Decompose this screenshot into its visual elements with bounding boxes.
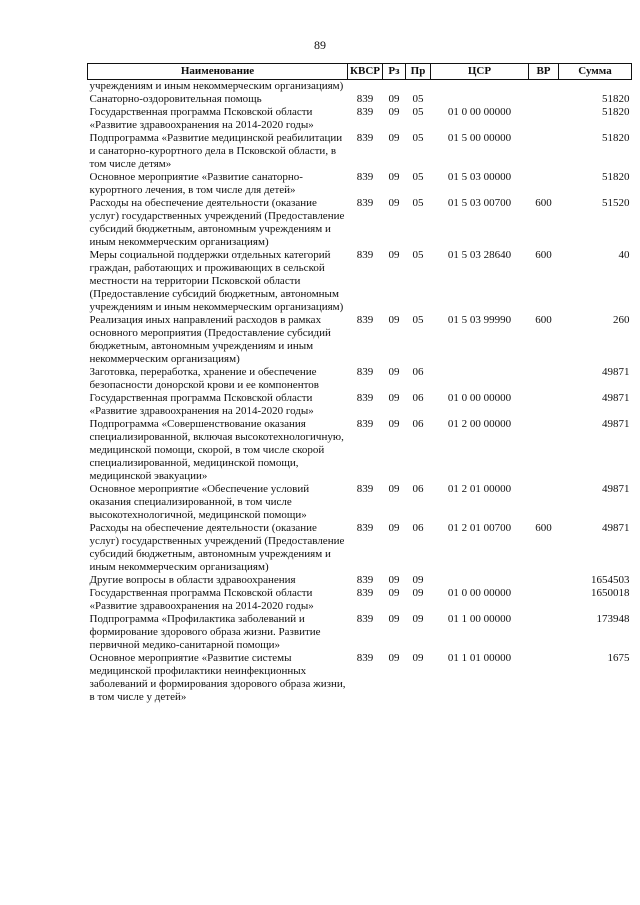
row-csr: 01 0 00 00000 [447,392,512,404]
table-row [88,80,632,94]
row-kvsr: 839 [356,652,374,664]
page-number: 89 [314,38,326,52]
row-kvsr: 839 [356,613,374,625]
table-row [88,249,632,314]
row-name: Основное мероприятие «Развитие системы медицинской профилактики неинфекционных заболеваний и формирования здорового образа жизни, в том числе у детей» [89,652,346,703]
row-csr [431,93,529,106]
budget-table [87,63,632,704]
row-name: Государственная программа Псковской области «Развитие здравоохранения на 2014-2020 годы» [89,106,314,131]
header-kvsr: КВСР [348,64,383,80]
row-sum: 1654503 [591,574,630,586]
row-kvsr: 839 [356,132,374,144]
row-rz: 09 [388,574,400,586]
row-sum: 49871 [602,522,630,534]
table-row [88,197,632,249]
row-rz: 09 [388,93,400,105]
row-kvsr: 839 [356,483,374,495]
row-sum: 49871 [602,483,630,495]
row-sum: 49871 [602,392,630,404]
row-pr: 05 [412,171,424,183]
row-rz: 09 [388,613,400,625]
row-csr [431,366,529,392]
table-row [88,171,632,197]
table-row [88,574,632,587]
row-csr: 01 5 03 99990 [447,314,512,326]
row-pr: 06 [412,418,424,430]
row-rz: 09 [388,171,400,183]
row-vr [529,171,559,197]
table-body [88,80,632,705]
row-vr [529,587,559,613]
row-vr: 600 [535,314,552,326]
row-csr: 01 0 00 00000 [447,106,512,118]
row-pr: 09 [412,574,424,586]
row-kvsr: 839 [356,197,374,209]
table-row [88,522,632,574]
row-pr: 05 [412,106,424,118]
header-vr: ВР [529,64,559,80]
row-kvsr: 839 [356,171,374,183]
row-csr: 01 5 03 00000 [447,171,512,183]
table-row [88,106,632,132]
row-vr: 600 [535,522,552,534]
row-vr [529,574,559,587]
row-sum: 173948 [596,613,630,625]
row-csr: 01 2 01 00000 [447,483,512,495]
row-sum: 51820 [602,171,630,183]
row-pr: 05 [412,132,424,144]
row-csr: 01 5 00 00000 [447,132,512,144]
row-vr: 600 [535,197,552,209]
row-rz: 09 [388,587,400,599]
row-kvsr: 839 [356,106,374,118]
row-name: учреждениям и иным некоммерческим организациям) [89,80,344,92]
row-sum: 49871 [602,366,630,378]
row-rz: 09 [388,483,400,495]
row-name: Меры социальной поддержки отдельных категорий граждан, работающих и проживающих в сельской местности на территории Псковской области (Предоставление субсидий бюджетным, автономным учреждениям и иным некоммерческим организациям) [89,249,344,313]
row-vr [529,613,559,652]
row-sum: 51820 [602,106,630,118]
row-kvsr: 839 [356,418,374,430]
row-rz: 09 [388,314,400,326]
row-csr: 01 2 00 00000 [447,418,512,430]
header-name: Наименование [88,64,348,80]
row-vr [529,366,559,392]
row-name: Реализация иных направлений расходов в рамках основного мероприятия (Предоставление субсидий бюджетным, автономным учреждениям и иным некоммерческим организациям) [89,314,331,365]
table-row [88,652,632,704]
row-vr [529,652,559,704]
table-header [88,64,632,80]
table-row [88,314,632,366]
row-name: Подпрограмма «Профилактика заболеваний и формирование здорового образа жизни. Развитие первичной медико-санитарной помощи» [89,613,321,651]
row-rz: 09 [388,392,400,404]
row-csr: 01 5 03 00700 [447,197,512,209]
row-pr: 05 [412,314,424,326]
row-csr: 01 5 03 28640 [447,249,512,261]
row-kvsr: 839 [356,522,374,534]
row-pr: 06 [412,522,424,534]
row-sum: 40 [618,249,630,261]
row-name: Расходы на обеспечение деятельности (оказание услуг) государственных учреждений (Предоставление субсидий бюджетным, автономным учреждениям и иным некоммерческим организациям) [89,197,345,248]
row-vr [529,80,559,94]
row-vr [529,483,559,522]
row-pr: 06 [412,483,424,495]
table-row [88,587,632,613]
table-row [88,132,632,171]
row-csr [431,574,529,587]
row-kvsr: 839 [356,366,374,378]
row-kvsr: 839 [356,314,374,326]
table-row [88,93,632,106]
table-row [88,613,632,652]
row-rz: 09 [388,197,400,209]
row-name: Подпрограмма «Развитие медицинской реабилитации и санаторно-курортного дела в Псковской области, в том числе детям» [89,132,343,170]
row-sum: 51820 [602,132,630,144]
row-sum: 51820 [602,93,630,105]
row-kvsr [348,80,383,94]
row-name: Государственная программа Псковской области «Развитие здравоохранения на 2014-2020 годы» [89,587,314,612]
row-rz: 09 [388,418,400,430]
table-row [88,392,632,418]
row-rz: 09 [388,249,400,261]
row-kvsr: 839 [356,587,374,599]
row-name: Другие вопросы в области здравоохранения [89,574,296,586]
row-rz: 09 [388,366,400,378]
row-sum: 260 [613,314,630,326]
row-kvsr: 839 [356,574,374,586]
row-sum: 1650018 [591,587,630,599]
row-vr [529,392,559,418]
row-vr: 600 [535,249,552,261]
table-row [88,483,632,522]
row-vr [529,93,559,106]
row-rz: 09 [388,132,400,144]
row-pr: 09 [412,652,424,664]
header-rz: Рз [383,64,406,80]
row-vr [529,132,559,171]
row-rz [383,80,406,94]
row-kvsr: 839 [356,392,374,404]
row-csr: 01 2 01 00700 [447,522,512,534]
row-sum [559,80,632,94]
row-kvsr: 839 [356,249,374,261]
row-pr: 05 [412,197,424,209]
row-csr: 01 0 00 00000 [447,587,512,599]
row-rz: 09 [388,106,400,118]
row-pr: 09 [412,587,424,599]
row-csr: 01 1 01 00000 [447,652,512,664]
table-row [88,418,632,483]
row-pr: 06 [412,366,424,378]
row-rz: 09 [388,522,400,534]
row-vr [529,418,559,483]
table-row [88,366,632,392]
row-name: Заготовка, переработка, хранение и обеспечение безопасности донорской крови и ее компонентов [89,366,319,391]
row-sum: 1675 [607,652,630,664]
row-name: Расходы на обеспечение деятельности (оказание услуг) государственных учреждений (Предоставление субсидий бюджетным, автономным учреждениям и иным некоммерческим организациям) [89,522,345,573]
row-kvsr: 839 [356,93,374,105]
row-name: Подпрограмма «Совершенствование оказания специализированной, включая высокотехнологичную, медицинской помощи, скорой, в том числе скорой специализированной, медицинской помощи, медицинской эвакуации» [89,418,344,482]
row-pr [406,80,431,94]
row-pr: 05 [412,93,424,105]
header-csr: ЦСР [431,64,529,80]
row-name: Санаторно-оздоровительная помощь [89,93,262,105]
header-pr: Пр [406,64,431,80]
row-vr [529,106,559,132]
header-sum: Сумма [559,64,632,80]
row-name: Основное мероприятие «Обеспечение условий оказания специализированной, в том числе высокотехнологичной, медицинской помощи» [89,483,310,521]
row-pr: 06 [412,392,424,404]
row-csr [431,80,529,94]
row-sum: 49871 [602,418,630,430]
row-pr: 09 [412,613,424,625]
row-sum: 51520 [602,197,630,209]
row-name: Основное мероприятие «Развитие санаторно-курортного лечения, в том числе для детей» [89,171,303,196]
row-name: Государственная программа Псковской области «Развитие здравоохранения на 2014-2020 годы» [89,392,314,417]
row-pr: 05 [412,249,424,261]
row-csr: 01 1 00 00000 [447,613,512,625]
row-rz: 09 [388,652,400,664]
